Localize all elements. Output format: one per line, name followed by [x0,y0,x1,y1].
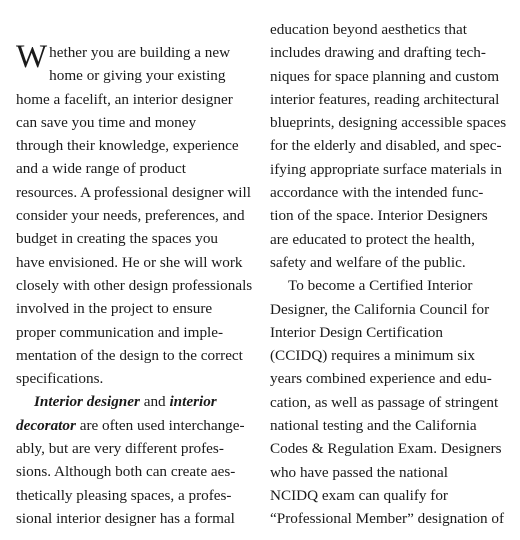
paragraph-education [270,18,515,274]
text-line: mentation of the design to the correct [16,346,243,364]
text-line: interior features, reading architectural [270,90,500,108]
text-line: specifications. [16,370,104,388]
left-column [16,0,256,530]
text-line: ably, but are very different profes- [16,440,224,458]
term-interior: interior [169,393,217,411]
text-line: hether you are building a new [49,44,231,61]
text-line: “Professional Member” designation of [270,510,505,528]
text-line: sions. Although both can create aes- [16,463,236,481]
text-line: accordance with the intended func- [270,184,484,202]
paragraph-intro [16,41,256,390]
text-line: are educated to protect the health, [270,230,475,248]
text-line: who have passed the national [270,463,448,481]
text-line: years combined experience and edu- [270,370,492,388]
line-rest: are often used interchange- [75,416,245,434]
text-line: niques for space planning and custom [270,67,500,85]
text-line: budget in creating the spaces you [16,230,219,248]
paragraph-designer-vs-decorator [16,390,256,530]
text-line: home or giving your existing [49,67,226,85]
text-line: ifying appropriate surface materials in [270,160,502,178]
text-line: Interior Design Certification [270,323,443,341]
term-decorator: decorator [16,416,76,434]
text-line: NCIDQ exam can qualify for [270,486,448,504]
text-line: have envisioned. He or she will work [16,253,243,271]
term-interior-designer: Interior designer [34,393,140,411]
text-line: for the elderly and disabled, and spec- [270,137,502,155]
text-line: education beyond aesthetics that [270,21,467,38]
text-line [16,414,256,437]
text-line: through their knowledge, experience [16,137,239,155]
text-line: closely with other design professionals [16,276,253,294]
text-line: includes drawing and drafting tech- [270,44,486,62]
drop-cap: W [16,39,48,75]
text-line: and a wide range of product [16,160,186,178]
text-line: home a facelift, an interior designer [16,90,233,108]
text-line: involved in the project to ensure [16,300,213,318]
text-line: cation, as well as passage of stringent [270,393,499,411]
text-line: national testing and the California [270,417,477,435]
text-line: proper communication and imple- [16,323,224,341]
paragraph-certification [270,274,515,530]
text-line: To become a Certified Interior [288,277,473,295]
text-line: tion of the space. Interior Designers [270,207,488,225]
text-line: (CCIDQ) requires a minimum six [270,347,476,365]
conjunction-and: and [139,393,170,411]
right-column [270,0,515,531]
text-line: Codes & Regulation Exam. Designers [270,440,502,458]
text-line: safety and welfare of the public. [270,253,466,271]
text-line: Designer, the California Council for [270,300,490,318]
text-line [16,390,256,413]
text-line: thetically pleasing spaces, a profes- [16,486,232,504]
text-line: resources. A professional designer will [16,183,251,201]
text-line: sional interior designer has a formal [16,509,235,527]
text-line: blueprints, designing accessible spaces [270,114,507,132]
text-line: can save you time and money [16,113,197,131]
text-line: consider your needs, preferences, and [16,207,245,225]
